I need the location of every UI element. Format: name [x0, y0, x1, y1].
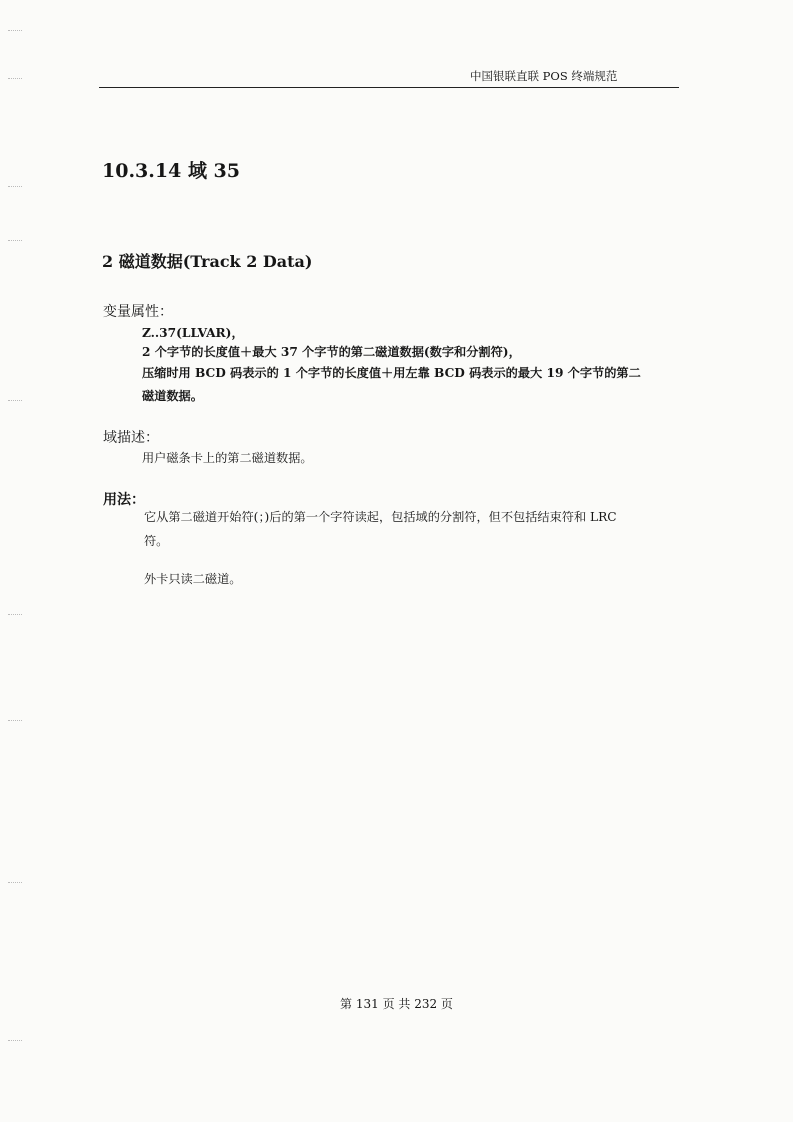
scan-mark [8, 882, 22, 883]
field-description-label: 域描述： [103, 430, 159, 446]
scan-mark [8, 240, 22, 241]
usage-label: 用法： [103, 492, 145, 508]
scan-mark [8, 1040, 22, 1041]
scan-mark [8, 186, 22, 187]
variable-attributes-label: 变量属性： [103, 304, 173, 320]
usage-line: 符。 [144, 534, 169, 548]
variable-attributes-line: Z..37(LLVAR)， [142, 326, 244, 340]
usage-line: 它从第二磁道开始符(；)后的第一个字符读起，包括域的分割符，但不包括结束符和 LRC [144, 510, 617, 524]
page-footer: 第 131 页 共 232 页 [340, 997, 453, 1011]
section-heading: 10.3.14 域 35 [102, 160, 241, 182]
variable-attributes-line: 磁道数据。 [142, 389, 203, 403]
header-divider [99, 87, 679, 88]
scan-mark [8, 78, 22, 79]
variable-attributes-line: 2 个字节的长度值＋最大 37 个字节的第二磁道数据(数字和分割符)， [142, 345, 521, 359]
variable-attributes-line: 压缩时用 BCD 码表示的 1 个字节的长度值＋用左靠 BCD 码表示的最大 19 个字节的第二 [142, 366, 641, 380]
scan-mark [8, 720, 22, 721]
scan-mark [8, 614, 22, 615]
document-header-title: 中国银联直联 POS 终端规范 [470, 69, 618, 83]
usage-note: 外卡只读二磁道。 [144, 572, 242, 586]
subsection-heading: 2 磁道数据(Track 2 Data) [102, 252, 313, 271]
field-description-text: 用户磁条卡上的第二磁道数据。 [142, 451, 313, 465]
scan-mark [8, 30, 22, 31]
scan-mark [8, 400, 22, 401]
